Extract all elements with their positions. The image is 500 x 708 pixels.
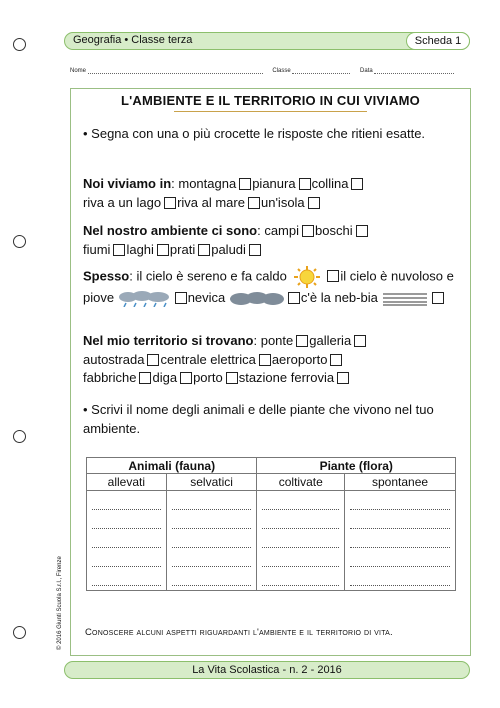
answer-cell[interactable] (345, 491, 456, 591)
name-label: Nome (70, 68, 87, 74)
class-label: Classe (272, 68, 291, 74)
option-text: campi (264, 223, 300, 238)
question-4: Nel mio territorio si trovano: ponte galleria autostrada centrale elettrica aeroporto fabbriche diga porto stazione ferrovia (83, 332, 463, 388)
checkbox[interactable] (288, 292, 300, 304)
checkbox[interactable] (175, 292, 187, 304)
checkbox[interactable] (259, 354, 271, 366)
rain-cloud-icon (118, 291, 172, 307)
option-text: prati (169, 241, 196, 257)
option-text: boschi (315, 223, 353, 238)
learning-objective: Conoscere alcuni aspetti riguardanti l'ambiente e il territorio di vita. (85, 627, 393, 638)
checkbox[interactable] (337, 372, 349, 384)
option-text: montagna (178, 176, 237, 191)
date-line[interactable] (374, 67, 454, 74)
checkbox[interactable] (147, 354, 159, 366)
copyright: © 2016 Giunti Scuola S.r.l., Firenze (57, 556, 63, 650)
checkbox[interactable] (180, 372, 192, 384)
checkbox[interactable] (302, 225, 314, 237)
checkbox[interactable] (248, 197, 260, 209)
checkbox[interactable] (226, 372, 238, 384)
worksheet-frame (70, 88, 471, 656)
option-text: stazione ferrovia (238, 370, 335, 385)
table-column-header: allevati (87, 474, 167, 491)
answer-cell[interactable] (87, 491, 167, 591)
option-text: paludi (211, 241, 246, 257)
answer-cell[interactable] (166, 491, 257, 591)
instruction-2: • Scrivi il nome degli animali e delle piante che vivono nel tuo ambiente. (83, 402, 434, 436)
q2-label: Nel nostro ambiente ci sono (83, 223, 258, 238)
header-bar (64, 32, 470, 50)
checkbox[interactable] (157, 244, 169, 256)
option-text: riva al mare (177, 194, 245, 210)
checkbox[interactable] (432, 292, 444, 304)
question-2: Nel nostro ambiente ci sono: campi boschi fiumi laghi prati paludi (83, 222, 463, 259)
q4-label: Nel mio territorio si trovano (83, 333, 254, 348)
checkbox[interactable] (164, 197, 176, 209)
checkbox[interactable] (308, 197, 320, 209)
table-group-header: Animali (fauna) (87, 458, 257, 474)
sheet-number: Scheda 1 (406, 32, 470, 50)
checkbox[interactable] (356, 225, 368, 237)
fauna-flora-table (86, 457, 456, 591)
title-underline (174, 111, 367, 112)
binder-hole (13, 38, 26, 51)
option-text: un'isola (260, 194, 305, 210)
date-label: Data (360, 68, 373, 74)
checkbox[interactable] (327, 270, 339, 282)
option-text: porto (193, 370, 223, 385)
option-text: diga (152, 370, 178, 385)
option-text: ponte (260, 333, 294, 348)
sun-icon (290, 266, 324, 288)
q1-label: Noi viviamo in (83, 176, 172, 191)
subject-label: Geografia • Classe terza (73, 34, 193, 46)
checkbox[interactable] (249, 244, 261, 256)
option-text: collina (311, 176, 349, 191)
checkbox[interactable] (198, 244, 210, 256)
option-text: il cielo è nuvoloso e piove (83, 268, 454, 305)
fog-icon (381, 292, 429, 306)
question-1: Noi viviamo in: montagna pianura collina riva a un lago riva al mare un'isola (83, 175, 463, 212)
q3-label: Spesso (83, 268, 130, 284)
binder-hole (13, 235, 26, 248)
question-3: Spesso: il cielo è sereno e fa caldo il cielo è nuvoloso e piove nevica c'è la neb-bia (83, 266, 463, 308)
option-text: galleria (309, 333, 352, 348)
option-text: autostrada (83, 351, 145, 367)
option-text: il cielo è sereno e fa caldo (136, 268, 287, 284)
checkbox[interactable] (351, 178, 363, 190)
checkbox[interactable] (239, 178, 251, 190)
checkbox[interactable] (354, 335, 366, 347)
checkbox[interactable] (139, 372, 151, 384)
name-row (70, 67, 470, 74)
table-group-header: Piante (flora) (257, 458, 456, 474)
checkbox[interactable] (330, 354, 342, 366)
name-line[interactable] (88, 67, 263, 74)
option-text: pianura (252, 176, 296, 191)
binder-hole (13, 430, 26, 443)
option-text: laghi (126, 241, 154, 257)
option-text: c'è la neb-bia (300, 290, 378, 305)
answer-cell[interactable] (257, 491, 345, 591)
binder-hole (13, 626, 26, 639)
class-line[interactable] (292, 67, 350, 74)
option-text: aeroporto (271, 351, 328, 367)
table-column-header: spontanee (345, 474, 456, 491)
page-title: L'AMBIENTE E IL TERRITORIO IN CUI VIVIAMO (121, 93, 420, 108)
snow-cloud-icon (229, 292, 285, 306)
checkbox[interactable] (299, 178, 311, 190)
option-text: nevica (187, 290, 226, 305)
table-column-header: selvatici (166, 474, 257, 491)
footer-bar: La Vita Scolastica - n. 2 - 2016 (64, 661, 470, 679)
option-text: fabbriche (83, 370, 137, 385)
checkbox[interactable] (296, 335, 308, 347)
instruction-1: • Segna con una o più crocette le risposte che ritieni esatte. (83, 126, 426, 141)
table-column-header: coltivate (257, 474, 345, 491)
checkbox[interactable] (113, 244, 125, 256)
option-text: riva a un lago (83, 194, 162, 210)
option-text: centrale elettrica (160, 351, 256, 367)
option-text: fiumi (83, 241, 111, 257)
